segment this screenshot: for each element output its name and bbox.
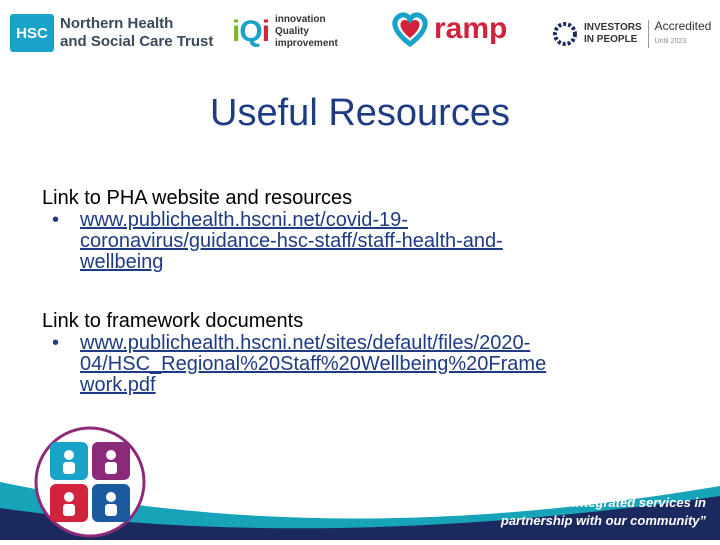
- motto-line1: “To deliver excellent integrated services in: [442, 495, 706, 510]
- framework-link-line2: 04/HSC_Regional%20Staff%20Wellbeing%20Frame: [80, 353, 547, 375]
- iqi-logo-mark: iQi: [232, 15, 270, 48]
- hsc-logo-text: [60, 15, 213, 51]
- investors-ring-icon: [552, 21, 578, 47]
- iip-divider: [648, 20, 649, 48]
- iqi-logo-text: [275, 14, 338, 50]
- iip-text: [584, 22, 642, 46]
- trust-motto: [420, 494, 706, 530]
- framework-document-link[interactable]: [80, 332, 546, 396]
- iqi-line2: Quality: [275, 26, 309, 37]
- iip-accredited-date: Until 2023: [654, 38, 687, 45]
- pha-link-line2: coronavirus/guidance-hsc-staff/staff-health-and-: [80, 230, 503, 252]
- bullet-dot: •: [52, 332, 60, 354]
- pha-link-line1: www.publichealth.hscni.net/covid-19-: [80, 209, 408, 231]
- iip-line1: INVESTORS: [584, 22, 642, 33]
- pha-link-item: [42, 210, 682, 273]
- hsc-name-line1: Northern Health: [60, 15, 174, 32]
- iip-accredited-label: Accredited: [654, 19, 712, 33]
- bullet-dot: •: [52, 209, 60, 231]
- pha-resources-link[interactable]: [80, 209, 503, 273]
- iqi-line1: innovation: [275, 14, 326, 25]
- pha-link-line3: wellbeing: [80, 251, 164, 273]
- pha-section-heading: Link to PHA website and resources: [42, 187, 353, 209]
- page-title: Useful Resources: [210, 92, 510, 134]
- framework-link-line1: www.publichealth.hscni.net/sites/default/files/2020-: [80, 332, 531, 354]
- resources-content: [42, 186, 682, 396]
- values-emblem: [30, 425, 150, 540]
- values-wheel-icon: [30, 425, 150, 540]
- hsc-logo: [10, 14, 213, 52]
- framework-section-heading: Link to framework documents: [42, 310, 304, 332]
- iip-accredited: [655, 20, 712, 48]
- framework-link-item: [42, 333, 682, 396]
- framework-link-line3: work.pdf: [80, 374, 156, 396]
- iqi-line3: improvement: [275, 38, 338, 49]
- iip-line2: IN PEOPLE: [584, 34, 638, 45]
- logo-bar: [0, 0, 720, 68]
- iqi-logo: [232, 14, 338, 50]
- investors-in-people-logo: [552, 20, 711, 48]
- hsc-name-line2: and Social Care Trust: [60, 33, 214, 50]
- motto-line2: partnership with our community”: [500, 513, 706, 528]
- ramp-heart-icon: [390, 10, 430, 48]
- hsc-logo-mark: HSC: [10, 14, 54, 52]
- ramp-logo-word: ramp: [434, 12, 508, 45]
- ramp-logo: [390, 10, 507, 48]
